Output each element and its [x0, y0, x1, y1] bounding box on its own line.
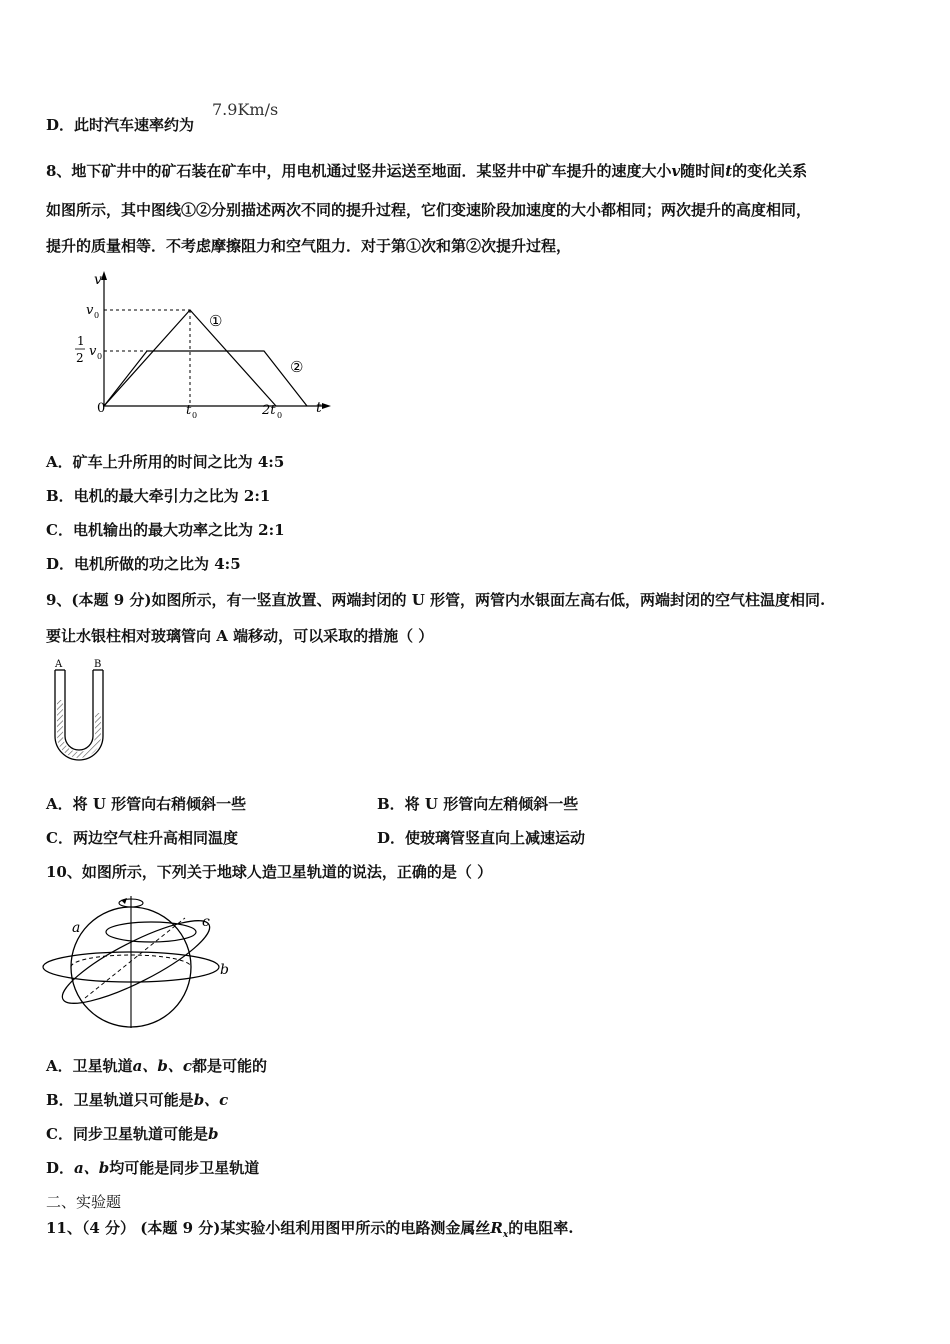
q8-option-a: A．矿车上升所用的时间之比为 4:5 [46, 453, 285, 471]
orbit-a [106, 922, 196, 942]
curve-1-label: ① [209, 312, 223, 330]
q9-u-tube [46, 658, 116, 768]
two-t0-sub: 0 [277, 411, 283, 420]
q8-option-b: B．电机的最大牵引力之比为 2:1 [46, 487, 271, 505]
q10-earth-orbits [40, 890, 240, 1035]
q10-option-c: C．同步卫星轨道可能是b [46, 1125, 219, 1143]
q10-option-d: D．a、b均可能是同步卫星轨道 [46, 1159, 260, 1177]
q9-option-a: A．将 U 形管向右稍倾斜一些 [46, 795, 247, 813]
origin-label: 0 [97, 401, 106, 416]
two-t0-label: 2t [262, 403, 276, 418]
q7-option-d-text: D．此时汽车速率约为 [46, 116, 195, 134]
q9-stem-line2: 要让水银柱相对玻璃管向 A 端移动，可以采取的措施（ ） [46, 627, 434, 645]
t0-label: t [186, 403, 192, 418]
t0-sub: 0 [192, 411, 198, 420]
half-v-label: v [89, 344, 97, 359]
curve-2 [104, 351, 307, 406]
q8-stem-line2: 如图所示，其中图线①②分别描述两次不同的提升过程，它们变速阶段加速度的大小都相同；两次提升的高度相同， [46, 201, 812, 219]
q8-option-c: C．电机输出的最大功率之比为 2:1 [46, 521, 285, 539]
half-v-sub: 0 [97, 352, 103, 361]
q9-option-d: D．使玻璃管竖直向上减速运动 [377, 829, 586, 847]
x-axis-arrow [322, 403, 331, 409]
curve-2-label: ② [290, 358, 304, 376]
half-den: 2 [76, 351, 84, 365]
rotation-arrow [121, 898, 127, 904]
label-b: B [94, 659, 102, 670]
mercury-column [57, 700, 101, 758]
y-axis-label: v [94, 272, 102, 288]
q9-option-b: B．将 U 形管向左稍倾斜一些 [377, 795, 579, 813]
label-c: c [202, 914, 210, 930]
q10-stem: 10、如图所示，下列关于地球人造卫星轨道的说法，正确的是（ ） [46, 863, 493, 881]
section-title: 二、实验题 [46, 1193, 122, 1211]
x-axis-label: t [316, 400, 322, 416]
q8-vt-graph [46, 266, 346, 426]
q8-stem-line3: 提升的质量相等．不考虑摩擦阻力和空气阻力．对于第①次和第②次提升过程， [46, 237, 572, 255]
label-a: a [72, 920, 81, 936]
q11-stem: 11、（4 分） (本题 9 分)某实验小组利用图甲所示的电路测金属丝$R_x$的电阻率. [46, 1219, 574, 1240]
q9-stem-line1: 9、(本题 9 分)如图所示，有一竖直放置、两端封闭的 U 形管，两管内水银面左高右低，两端封闭的空气柱温度相同. [46, 591, 826, 609]
q10-option-a: A．卫星轨道a、b、c都是可能的 [46, 1057, 267, 1075]
q8-option-d: D．电机所做的功之比为 4:5 [46, 555, 241, 573]
q7-option-d [46, 115, 194, 135]
v0-sub: 0 [94, 311, 100, 320]
label-a: A [55, 659, 63, 670]
label-b: b [220, 962, 229, 978]
q10-option-b: B．卫星轨道只可能是b、c [46, 1091, 229, 1109]
q9-option-c: C．两边空气柱升高相同温度 [46, 829, 238, 847]
half-num: 1 [77, 334, 85, 348]
q7-option-d-value: 7.9Km/s [212, 100, 279, 119]
v0-label: v [86, 303, 94, 318]
q8-stem-line1: 8、地下矿井中的矿石装在矿车中，用电机通过竖井运送至地面．某竖井中矿车提升的速度大小v随时间t的变化关系 [46, 162, 808, 180]
